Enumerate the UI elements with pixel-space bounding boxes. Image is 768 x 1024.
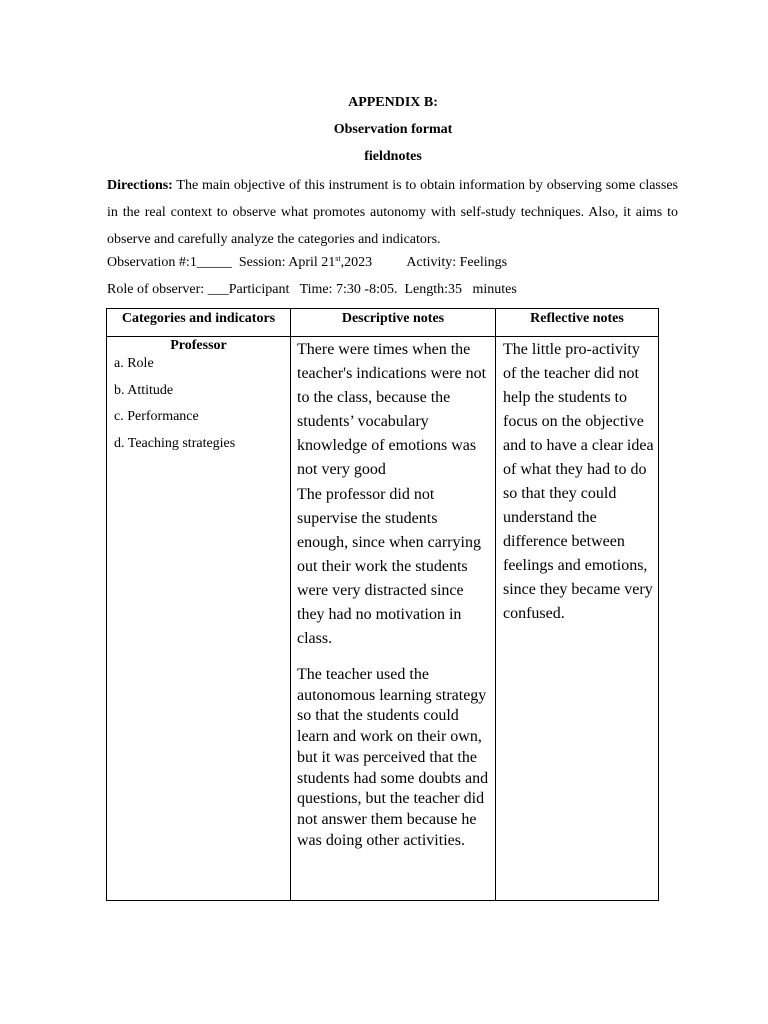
header-descriptive: Descriptive notes xyxy=(291,309,496,337)
document-subtitle: fieldnotes xyxy=(364,149,422,164)
table-header-row xyxy=(107,309,659,337)
descriptive-note-1: There were times when the teacher's indications were not to the class, because the students’ vocabulary knowledge of emotions was not very good xyxy=(297,341,487,478)
observation-line xyxy=(107,255,507,271)
role-line: Role of observer: ___Participant Time: 7:30 -8:05. Length:35 minutes xyxy=(107,282,517,297)
reflective-note: The little pro-activity of the teacher did not help the students to focus on the objective and to have a clear idea of what they had to do so that they could understand the difference between feelings and emotions, since they became very confused. xyxy=(503,341,654,622)
descriptive-note-3: The teacher used the autonomous learning strategy so that the students could learn and work on their own, but it was perceived that the students had some doubts and questions, but the teacher did not answer them because he was doing other activities. xyxy=(297,666,489,849)
observation-table xyxy=(106,308,659,901)
directions-paragraph xyxy=(107,172,678,253)
appendix-heading: APPENDIX B: xyxy=(348,95,438,110)
category-title: Professor xyxy=(170,338,227,353)
indicator-item: c. Performance xyxy=(114,409,199,424)
activity-label: Activity: Feelings xyxy=(372,255,508,270)
header-categories: Categories and indicators xyxy=(107,309,291,337)
directions-label: Directions: xyxy=(107,178,173,193)
directions-text: The main objective of this instrument is to obtain information by observing some classes in the real context to observe what promotes autonomy with self-study techniques. Also, it aims to observe and carefully analyze the categories and indicators. xyxy=(107,178,678,247)
descriptive-cell xyxy=(291,337,496,901)
header-reflective: Reflective notes xyxy=(496,309,659,337)
indicator-item: b. Attitude xyxy=(114,382,174,398)
document-title: Observation format xyxy=(333,122,453,137)
indicator-list xyxy=(107,354,290,460)
observation-number: Observation #:1_____ xyxy=(107,255,232,270)
indicator-item: a. Role xyxy=(114,356,154,371)
indicator-item: d. Teaching strategies xyxy=(114,435,236,451)
descriptive-note-2: The professor did not supervise the students enough, since when carrying out their work the students were very distracted since they had no motivation in class. xyxy=(297,486,481,647)
reflective-cell xyxy=(496,337,659,901)
categories-cell xyxy=(107,337,291,901)
ordinal-suffix: st xyxy=(335,254,341,263)
session-date: Session: April 21st,2023 xyxy=(231,254,373,270)
table-row xyxy=(107,337,659,901)
